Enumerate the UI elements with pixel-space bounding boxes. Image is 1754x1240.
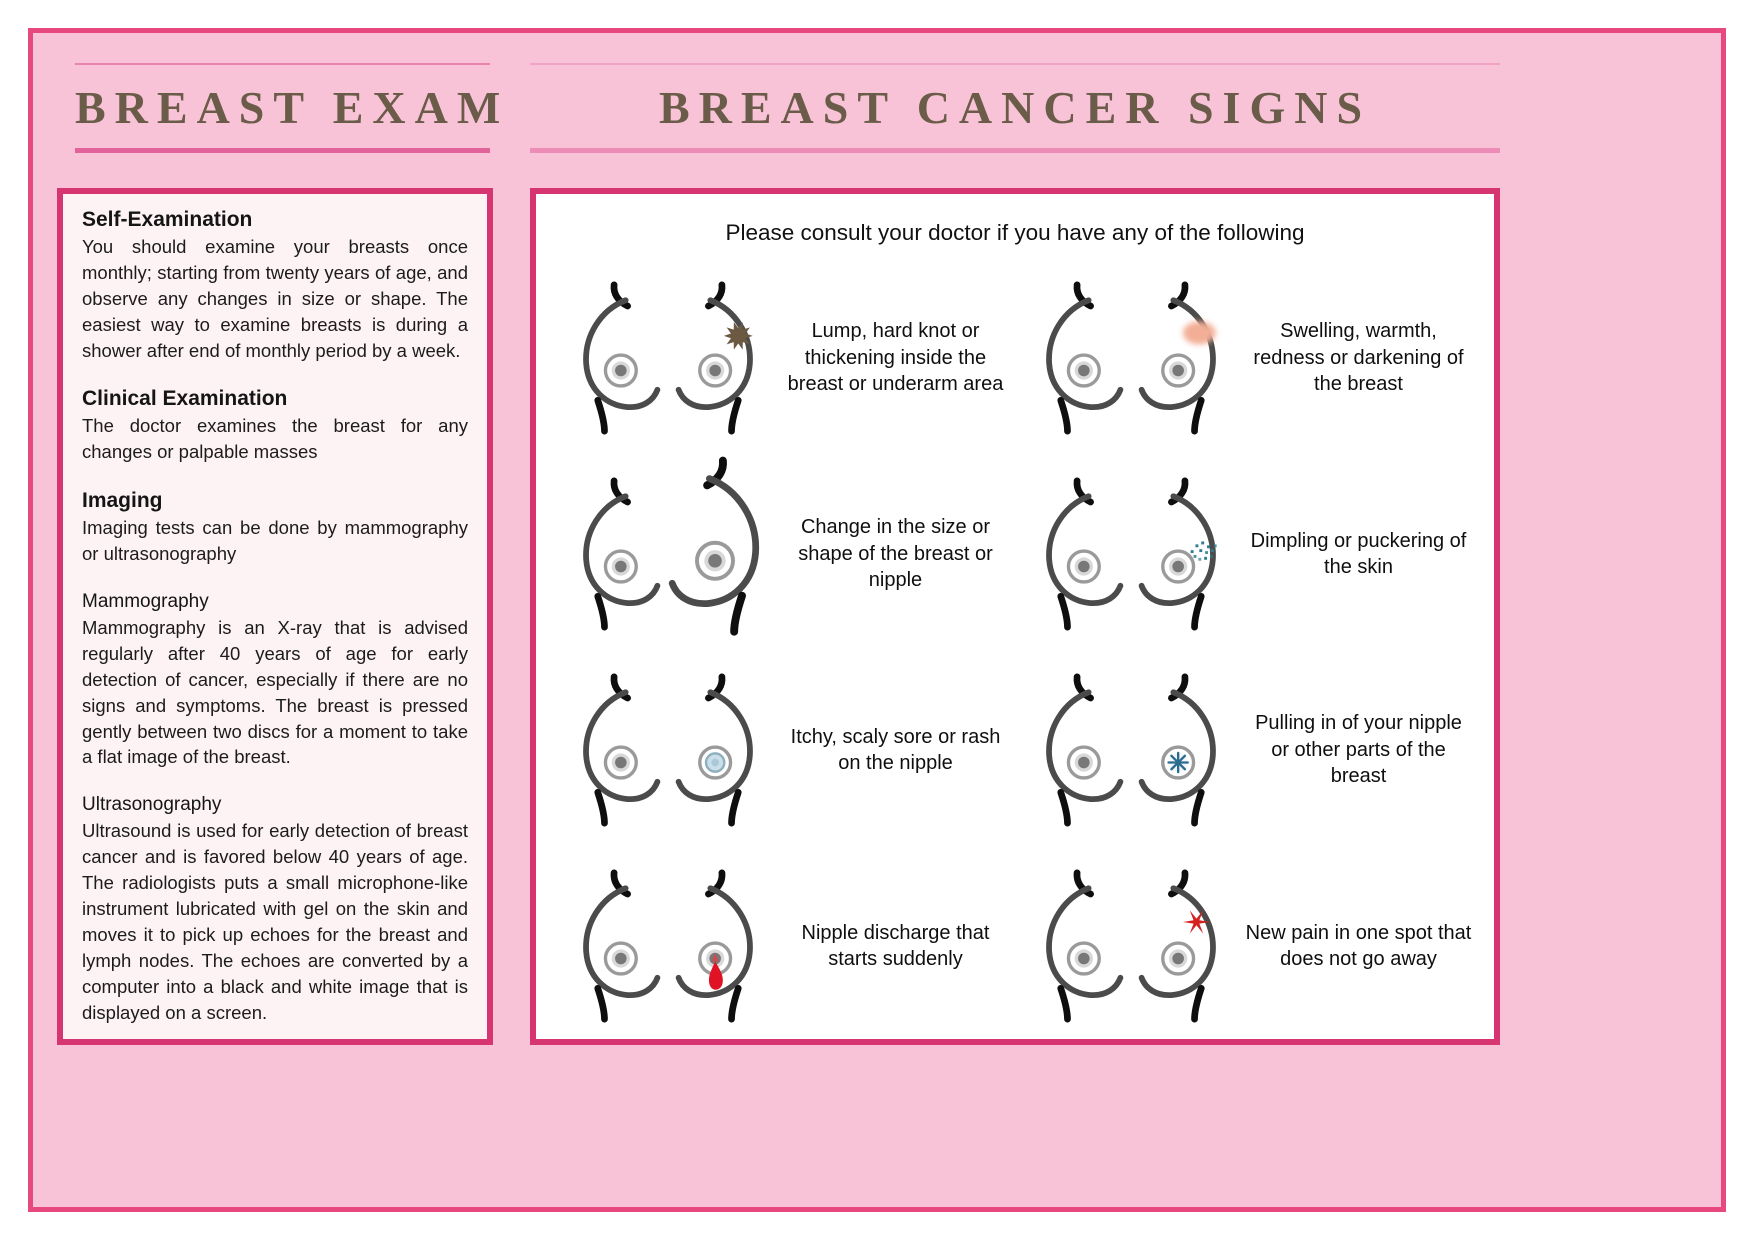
breast-exam-header xyxy=(75,63,510,153)
section-heading: Imaging xyxy=(82,489,163,513)
breast-pair-illustration xyxy=(1025,281,1237,435)
enlarged-breast-icon xyxy=(672,461,756,632)
sign-caption: Nipple discharge that starts suddenly xyxy=(801,921,990,970)
sign-size-change xyxy=(562,456,1017,652)
section-body: Mammography is an X-ray that is advised regularly after 40 years of age for early detection of cancer, especially if there are no signs and symptoms. The breast is pressed gently between two discs for a moment to take a flat image of the breast. xyxy=(82,617,468,768)
swelling-patch-icon xyxy=(1183,321,1216,344)
section-imaging xyxy=(82,489,468,567)
section-self-examination xyxy=(82,208,468,363)
breast-pair-illustration xyxy=(562,869,774,1023)
sign-rash xyxy=(562,652,1017,848)
sign-caption: Dimpling or puckering of the skin xyxy=(1250,529,1467,578)
breast-pair-illustration xyxy=(1025,673,1237,827)
sign-caption: New pain in one spot that does not go away xyxy=(1245,921,1472,970)
pulled-nipple-icon xyxy=(1169,753,1188,772)
sign-pulling xyxy=(1025,652,1480,848)
breast-pair-illustration xyxy=(1025,869,1237,1023)
section-heading: Mammography xyxy=(82,591,209,613)
sign-pain xyxy=(1025,848,1480,1044)
section-body: You should examine your breasts once monthly; starting from twenty years of age, and observe any changes in size or shape. The easiest way to examine breasts is during a shower after end of monthly period by a week. xyxy=(82,236,468,361)
section-body: Ultrasound is used for early detection of breast cancer and is favored below 40 years of age. The radiologists puts a small microphone-like instrument lubricated with gel on the skin and moves it to pick up echoes for the breast and lymph nodes. The echoes are converted by a computer into a black and white image that is displayed on a screen. xyxy=(82,820,468,1023)
section-body: Imaging tests can be done by mammography or ultrasonography xyxy=(82,517,468,565)
sign-swelling xyxy=(1025,260,1480,456)
sign-discharge xyxy=(562,848,1017,1044)
section-heading: Clinical Examination xyxy=(82,387,288,411)
infographic-page xyxy=(28,28,1726,1212)
sign-caption: Itchy, scaly sore or rash on the nipple xyxy=(790,725,1001,774)
page-title: BREAST CANCER SIGNS xyxy=(658,82,1372,133)
exam-info-panel xyxy=(57,188,493,1045)
divider xyxy=(75,148,490,153)
divider xyxy=(530,148,1500,153)
sign-caption: Lump, hard knot or thickening inside the breast or underarm area xyxy=(787,320,1004,396)
breast-pair-illustration xyxy=(1025,477,1237,631)
sign-caption: Change in the size or shape of the breast or nipple xyxy=(798,516,993,592)
page-title: BREAST EXAM xyxy=(75,82,510,133)
breast-pair-illustration xyxy=(562,477,774,631)
breast-pair-illustration xyxy=(562,673,774,827)
section-mammography xyxy=(82,591,468,770)
breast-pair-illustration xyxy=(562,281,774,435)
signs-grid xyxy=(536,252,1494,1044)
sign-caption: Pulling in of your nipple or other parts of the breast xyxy=(1255,712,1462,788)
section-heading: Ultrasonography xyxy=(82,794,222,816)
rash-nipple-icon xyxy=(706,753,724,771)
sign-caption: Swelling, warmth, redness or darkening of the breast xyxy=(1253,320,1464,396)
section-clinical-examination xyxy=(82,387,468,465)
section-ultrasonography xyxy=(82,794,468,1025)
sign-dimpling xyxy=(1025,456,1480,652)
sign-lump xyxy=(562,260,1017,456)
signs-panel xyxy=(530,188,1500,1045)
breast-cancer-signs-header xyxy=(530,63,1500,153)
consult-doctor-note: Please consult your doctor if you have any of the following xyxy=(725,220,1305,245)
section-body: The doctor examines the breast for any changes or palpable masses xyxy=(82,415,468,463)
section-heading: Self-Examination xyxy=(82,208,253,231)
